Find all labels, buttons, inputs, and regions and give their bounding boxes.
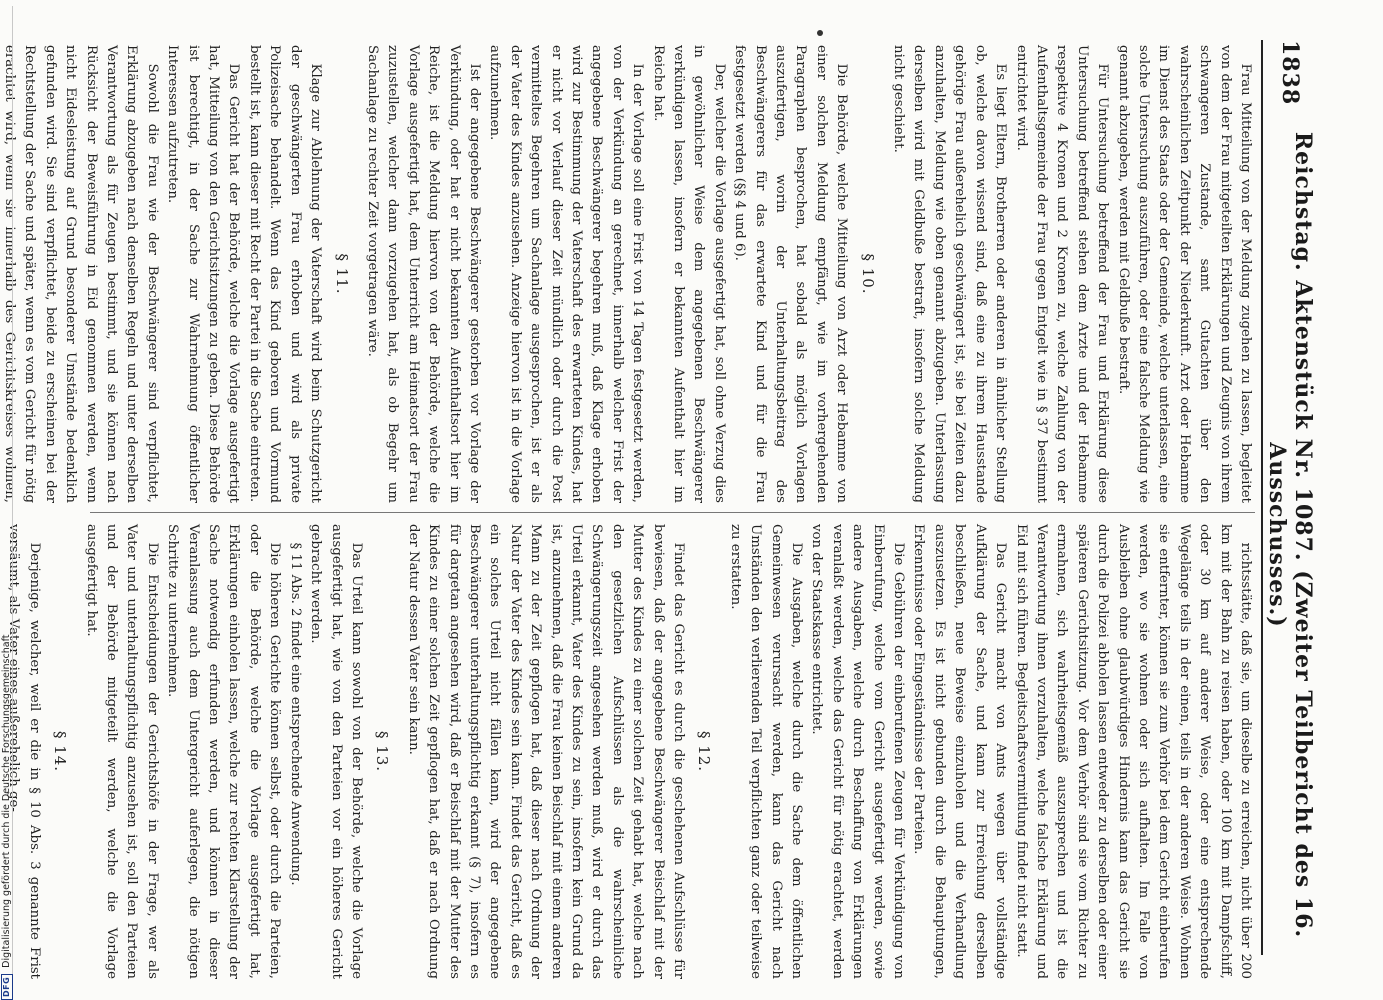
page-header	[1264, 40, 1316, 940]
paragraph: Die Behörde, welche Mitteilung von Arzt oder Hebamme von einer solchen Meldung empfängt, wie im vorhergehenden Paragraphen besprochen, hat sobald als möglich Vorlagen auszufertigen, worin der Unterhaltungsbeitrag des Beschwängerers für das erwartete Kind und für die Frau festgesetzt werden (§§ 4 und 6).	[732, 45, 850, 503]
paragraph: In der Vorlage soll eine Frist von 14 Tagen festgesetzt werden, von der Verkündung an gerechnet, innerhalb welcher Frist der angegebene Beschwängerer begehren muß, daß Klage erhoben wird zur Bestimmung der Vaterschaft des erwarteten Kindes, hat er nicht vor Verlauf dieser Zeit mündlich oder durch die Post vermitteltes Begehren um Sachanlage ausgesprochen, ist er als der Vater des Kindes anzusehen. Anzeige hiervon ist in die Vorlage aufzunehmen.	[487, 45, 646, 503]
credit-text: Digitalisierung gefördert durch die Deutsche Forschungsgemeinschaft	[1, 634, 12, 968]
paragraph: Die Ausgaben, welche durch die Sache dem öffentlichen Gemeinwesen verursacht werden, kann das Gericht nach Umständen den verlierenden Teil verpflichten ganz oder teilweise zu erstatten.	[727, 524, 805, 979]
paragraph: Ist der angegebene Beschwängerer gestorben vor Vorlage der Verkündung, oder hat er nicht bekannten Aufenthaltsort hier im Reiche, ist die Meldung hiervon von der Behörde, welche die Vorlage ausgefertigt hat, dem Unterricht am Heimatsort der Frau zuzustellen, welcher dann vorzugehen hat, als ob Begehr um Sachanlage zu rechter Zeit vorgetragen wäre.	[364, 45, 482, 503]
page-number: 1838	[1277, 40, 1303, 106]
paragraph: Frau Mitteilung von der Meldung zugehen zu lassen, begleitet von dem der Frau mitgeteilten Erklärungen und Zeugnis von ihrem schwangeren Zustande, samt Gutachten über den wahrscheinlichen Zeitpunkt der Niederkunft. Arzt oder Hebamme im Dienst des Staats oder der Gemeinde, welche unterlassen, eine solche Untersuchung auszuführen, oder eine falsche Meldung wie genannt abzugeben, werden mit Geldbuße bestraft.	[1115, 45, 1253, 503]
section-heading: § 12.	[695, 730, 714, 773]
paragraph: Klage zur Ablehnung der Vaterschaft wird beim Schutzgericht der geschwängerten Frau erhoben und wird als private Polizeisache behandelt. Wenn das Kind geboren und Vormund bestellt ist, kann dieser mit Recht der Partei in die Sache eintreten.	[246, 45, 324, 503]
paragraph: Das Gericht macht von Amts wegen über vollständige Aufklärung der Sache, und kann zur Erreichung derselben beschließen, neue Beweise einzuholen und die Verhandlung auszusetzen. Es ist nicht gebunden durch die Behauptungen, Erkenntnisse oder Eingeständnisse der Parteien.	[911, 524, 1009, 979]
section-heading: § 10.	[858, 253, 877, 295]
paragraph: Findet das Gericht es durch die geschehenen Aufschlüsse für bewiesen, daß der angegebene Beschwängerer Beischlaf mit der Mutter des Kindes zu einer solchen Zeit gehabt hat, welche nach den gesetzlichen Aufschlüssen als die wahrscheinliche Schwängerungszeit angesehen werden muß, wird er durch das Urteil erkannt, Vater des Kindes zu sein, insofern kein Grund da ist, anzunehmen, daß die Frau keinen Beischlaf mit einem anderen Mann zu der Zeit gepflogen hat, daß dieser nach Ordnung der Natur der Vater des Kindes sein kann. Findet das Gericht, daß es ein solches Urteil nicht fällen kann, wird der angegebene Beschwängerer unterhaltungspflichtig erkannt (§ 7), insofern es für dargetan angesehen wird, daß er Beischlaf mit der Mutter des Kindes zu einer solchen Zeit gepflogen hat, daß er nach Ordnung der Natur dessen Vater sein kann.	[405, 524, 687, 979]
paragraph: § 11 Abs. 2 findet eine entsprechende Anwendung.	[287, 542, 303, 886]
paragraph: Der, welcher die Vorlage ausgefertigt hat, soll ohne Verzug dies in gewöhnlicher Weise dem angegebenen Beschwängerer verkündigen lassen, insofern er bekannten Aufenthalt hier im Reiche hat.	[650, 45, 727, 503]
paragraph: Für Untersuchung betreffend der Frau und Erklärung diese Untersuchung betreffend stehen dem Arzte und der Hebamme respektive 4 Kronen und 2 Kronen zu, welche Zahlung von der Aufenthaltsgemeinde der Frau gegen Entgelt wie in § 37 bestimmt entrichtet wird.	[1013, 45, 1111, 503]
section-heading: § 11.	[332, 253, 351, 295]
paragraph: Sowohl die Frau wie der Beschwängerer sind verpflichtet, Erklärung abzugeben nach denselben Regeln und unter derselben Verantwortung als für Zeugen bestimmt, und sie können nach Rücksicht der Beweisführung in Eid genommen werden, wenn nicht Eidesleistung auf Grund besonderer Umstände bedenklich gefunden wird. Sie sind verpflichtet, beide zu erscheinen bei der Rechtstellung der Sache und später, wenn es vom Gericht für nötig erachtet wird, wenn sie innerhalb des Gerichtskreises wohnen,	[2, 45, 160, 503]
paragraph: Derjenige, welcher, weil er die in § 10 Abs. 3 genannte Frist versäumt, als Vater eines außerehelich ge-	[6, 524, 42, 979]
paragraph: Die Gebühren der einberufenen Zeugen für Verkündigung von Einberufung, welche vom Gericht ausgefertigt werden, sowie andere Ausgaben, welche durch Beschaffung von Erklärungen veranlaßt werden, welche das Gericht für nötig erachtet, werden von der Staatskasse entrichtet.	[809, 524, 907, 979]
paragraph: Die Entscheidungen der Gerichtshöfe in der Frage, wer als Vater und unterhaltungspflichtig anzusehen ist, soll den Parteien und der Behörde mitgeteilt werden, welche die Vorlage ausgefertigt hat.	[83, 524, 160, 979]
paragraph: Es liegt Eltern, Brotherren oder anderen in ähnlicher Stellung ob, welche davon wissend sind, daß eine zu ihrem Hausstande gehörige Frau außerehelich geschwängert ist, sie bei Zeiten dazu anzuhalten, Meldung wie oben genannt abzugeben. Unterlassung derselben wird mit Geldbuße bestraft, insofern solche Meldung nicht geschieht.	[891, 45, 1009, 503]
paragraph: Das Gericht hat der Behörde, welche die Vorlage ausgefertigt hat, Mitteilung von den Gerichtsitzungen zu geben. Diese Behörde ist berechtigt, in der Sache zur Wahrnehmung öffentlicher Interessen aufzutreten.	[165, 45, 242, 503]
paragraph: Das Urteil kann sowohl von der Behörde, welche die Vorlage ausgefertigt hat, wie von den Parteien vor ein höheres Gericht gebracht werden.	[308, 524, 364, 979]
paragraph: richtsstätte, daß sie, um dieselbe zu erreichen, nicht über 200 km mit der Bahn zu reisen haben, oder 100 km mit Dampfschiff, oder 30 km auf anderer Weise, oder eine entsprechende Wegelänge teils in der einen, teils in der anderen Weise. Wohnen sie entfernter, können sie zum Verhör bei dem Gericht einberufen werden, wo sie wohnen oder sich aufhalten. Im Falle von Ausbleiben ohne glaubwürdiges Hindernis kann das Gericht sie durch die Polizei abholen lassen entweder zu derselben oder einer späteren Gerichtsitzung. Vor dem Verhör sind sie vom Richter zu ermahnen, sich wahrheitsgemäß auszusprechen und ist die Verantwortung ihnen vorzuhalten, welche falsche Erklärung und Eid mit sich führen. Begleitschaftsvermittlung findet nicht statt.	[1013, 524, 1253, 979]
dfg-logo: DFG	[1, 974, 13, 1000]
section-heading: § 14.	[51, 730, 70, 773]
section-heading: § 13.	[373, 730, 392, 773]
page-title: Reichstag. Aktenstück Nr. 1087. (Zweiter Teilbericht des 16. Ausschusses.)	[1264, 131, 1316, 939]
header-rule	[1261, 40, 1263, 955]
column-divider	[90, 512, 1255, 513]
digitization-credit	[0, 0, 14, 1000]
paragraph: Die höheren Gerichte können selbst, oder durch die Parteien, oder die Behörde, welche die Vorlage ausgefertigt hat, Erklärungen einholen lassen, welche zur rechten Klarstellung der Sache notwendig erfunden werden, und können in dieser Veranlassung auch dem Untergericht auferlegen, die nötigen Schritte zu unternehmen.	[165, 524, 283, 979]
left-column	[2, 45, 1255, 503]
margin-mark	[817, 30, 823, 36]
